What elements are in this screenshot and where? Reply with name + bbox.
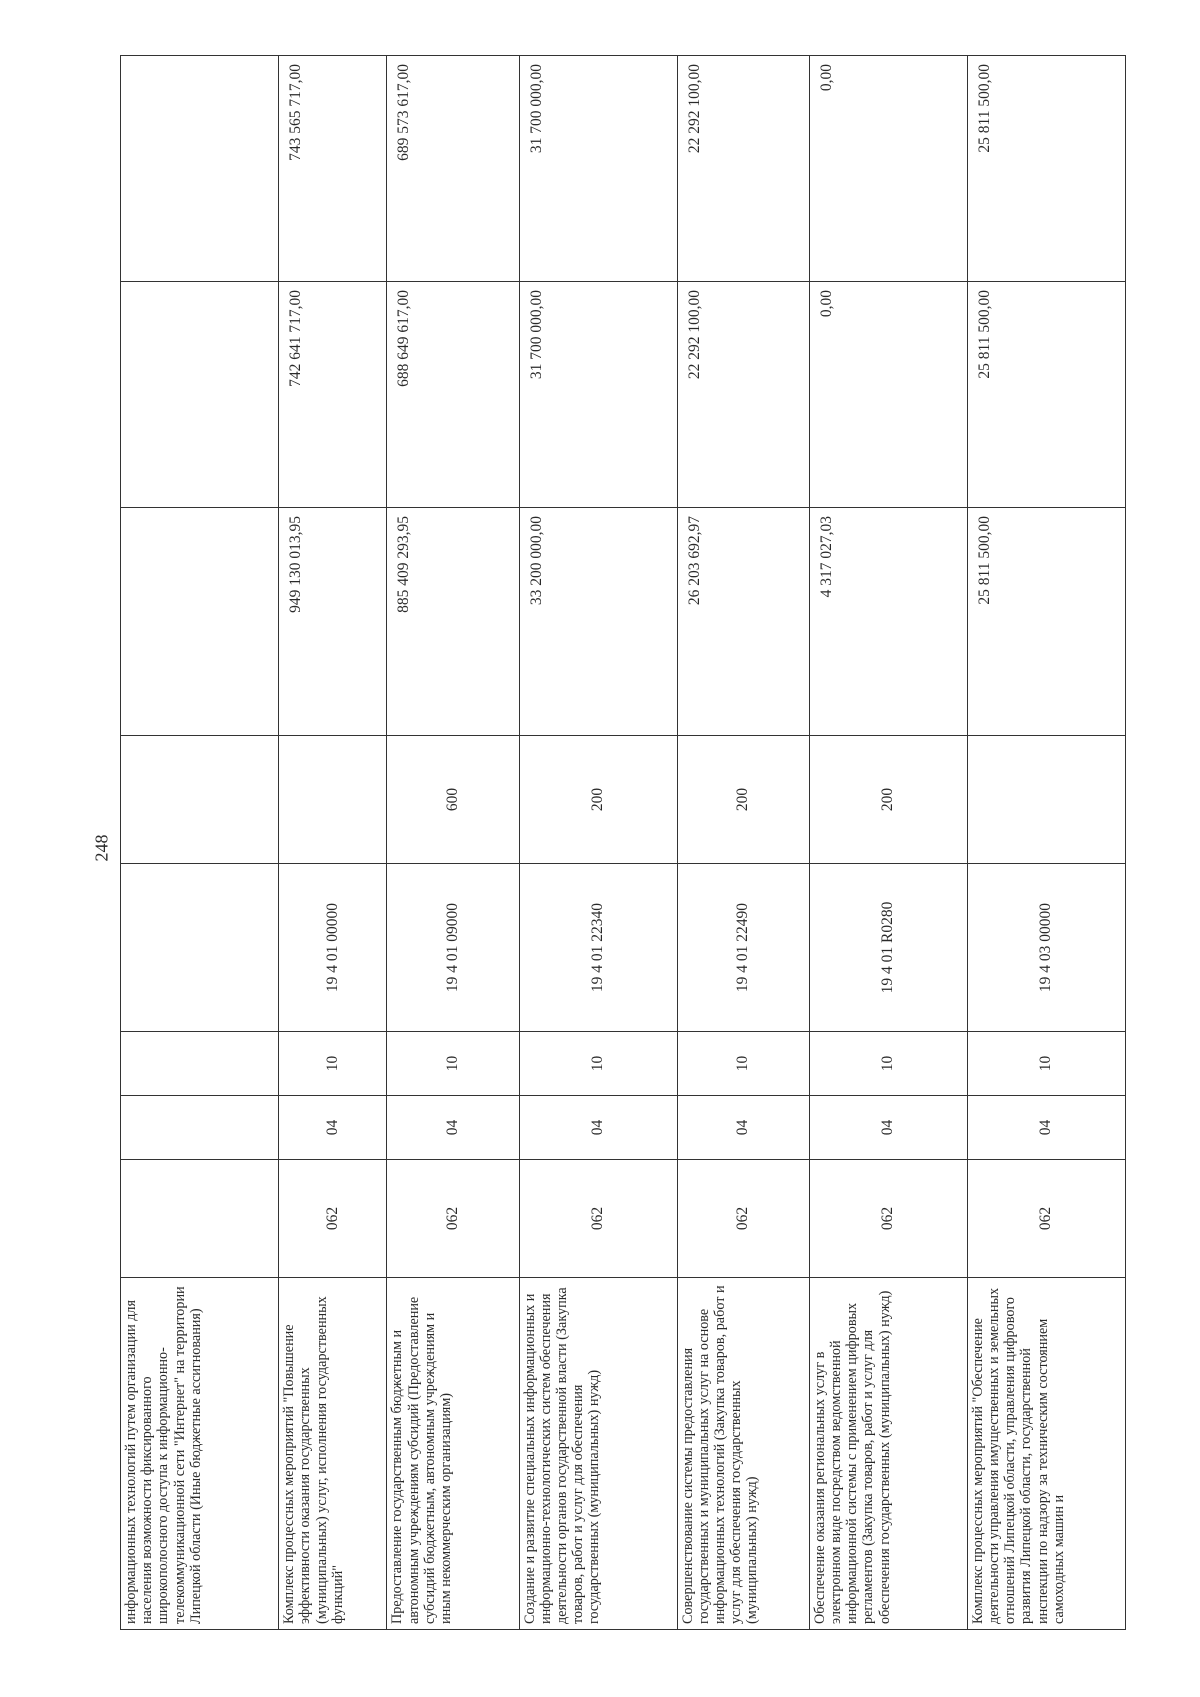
expense-type	[121, 736, 279, 864]
table-row	[677, 56, 809, 1630]
amount-year-1: 4 317 027,03	[809, 508, 967, 736]
amount-year-1	[121, 508, 279, 736]
subsection-code: 10	[967, 1032, 1125, 1096]
amount-year-2: 31 700 000,00	[519, 282, 677, 508]
table-row	[809, 56, 967, 1630]
subsection-code	[121, 1032, 279, 1096]
amount-year-2: 0,00	[809, 282, 967, 508]
target-article	[121, 864, 279, 1032]
target-article: 19 4 01 09000	[387, 864, 519, 1032]
ministry-code	[121, 1160, 279, 1278]
section-code	[121, 1096, 279, 1160]
subsection-code: 10	[279, 1032, 387, 1096]
expense-type: 200	[677, 736, 809, 864]
subsection-code: 10	[677, 1032, 809, 1096]
section-code: 04	[519, 1096, 677, 1160]
ministry-code: 062	[967, 1160, 1125, 1278]
amount-year-1: 885 409 293,95	[387, 508, 519, 736]
expense-type	[967, 736, 1125, 864]
ministry-code: 062	[677, 1160, 809, 1278]
section-code: 04	[967, 1096, 1125, 1160]
amount-year-3: 0,00	[809, 56, 967, 282]
section-code: 04	[677, 1096, 809, 1160]
table-row	[121, 56, 279, 1630]
amount-year-3: 743 565 717,00	[279, 56, 387, 282]
amount-year-2: 688 649 617,00	[387, 282, 519, 508]
table-row	[519, 56, 677, 1630]
expense-type: 600	[387, 736, 519, 864]
ministry-code: 062	[519, 1160, 677, 1278]
expense-type: 200	[519, 736, 677, 864]
amount-year-1: 26 203 692,97	[677, 508, 809, 736]
budget-table	[120, 55, 1126, 1630]
amount-year-3: 689 573 617,00	[387, 56, 519, 282]
amount-year-1: 25 811 500,00	[967, 508, 1125, 736]
table-row	[279, 56, 387, 1630]
row-description: информационных технологий путем организации для населения возможности фиксированного широкополосного доступа к информационно-телекоммуникационной сети "Интернет" на территории Липецкой области (Иные бюджетные ассигнования)	[121, 1278, 279, 1630]
section-code: 04	[387, 1096, 519, 1160]
target-article: 19 4 01 22340	[519, 864, 677, 1032]
table-row	[387, 56, 519, 1630]
row-description: Обеспечение оказания региональных услуг в электронном виде посредством ведомственной информационной системы с применением цифровых регламентов (Закупка товаров, работ и услуг для обеспечения государственных (муниципальных) нужд)	[809, 1278, 967, 1630]
row-description: Совершенствование системы предоставления государственных и муниципальных услуг на основе информационных технологий (Закупка товаров, работ и услуг для обеспечения государственных (муниципальных) нужд)	[677, 1278, 809, 1630]
row-description: Предоставление государственным бюджетным и автономным учреждениям субсидий (Предоставление субсидий бюджетным, автономным учреждениям и иным некоммерческим организациям)	[387, 1278, 519, 1630]
expense-type: 200	[809, 736, 967, 864]
amount-year-2: 22 292 100,00	[677, 282, 809, 508]
amount-year-2	[121, 282, 279, 508]
section-code: 04	[279, 1096, 387, 1160]
amount-year-2: 742 641 717,00	[279, 282, 387, 508]
amount-year-1: 33 200 000,00	[519, 508, 677, 736]
expense-type	[279, 736, 387, 864]
target-article: 19 4 01 R0280	[809, 864, 967, 1032]
subsection-code: 10	[519, 1032, 677, 1096]
row-description: Создание и развитие специальных информационных и информационно-технологических систем обеспечения деятельности органов государственной власти (Закупка товаров, работ и услуг для обеспечения государственных (муниципальных) нужд)	[519, 1278, 677, 1630]
target-article: 19 4 01 00000	[279, 864, 387, 1032]
ministry-code: 062	[387, 1160, 519, 1278]
page-number: 248	[91, 834, 112, 862]
amount-year-3: 25 811 500,00	[967, 56, 1125, 282]
target-article: 19 4 03 00000	[967, 864, 1125, 1032]
target-article: 19 4 01 22490	[677, 864, 809, 1032]
section-code: 04	[809, 1096, 967, 1160]
ministry-code: 062	[279, 1160, 387, 1278]
subsection-code: 10	[809, 1032, 967, 1096]
amount-year-3	[121, 56, 279, 282]
amount-year-3: 31 700 000,00	[519, 56, 677, 282]
amount-year-1: 949 130 013,95	[279, 508, 387, 736]
table-row	[967, 56, 1125, 1630]
row-description: Комплекс процессных мероприятий "Повышение эффективности оказания государственных (муниципальных) услуг, исполнения государственных функций"	[279, 1278, 387, 1630]
amount-year-2: 25 811 500,00	[967, 282, 1125, 508]
subsection-code: 10	[387, 1032, 519, 1096]
amount-year-3: 22 292 100,00	[677, 56, 809, 282]
ministry-code: 062	[809, 1160, 967, 1278]
rotated-table-container	[120, 56, 1126, 1630]
row-description: Комплекс процессных мероприятий "Обеспечение деятельности управления имущественных и земельных отношений Липецкой области, управления цифрового развития Липецкой области, государственной инспекции по надзору за техническим состоянием самоходных машин и	[967, 1278, 1125, 1630]
